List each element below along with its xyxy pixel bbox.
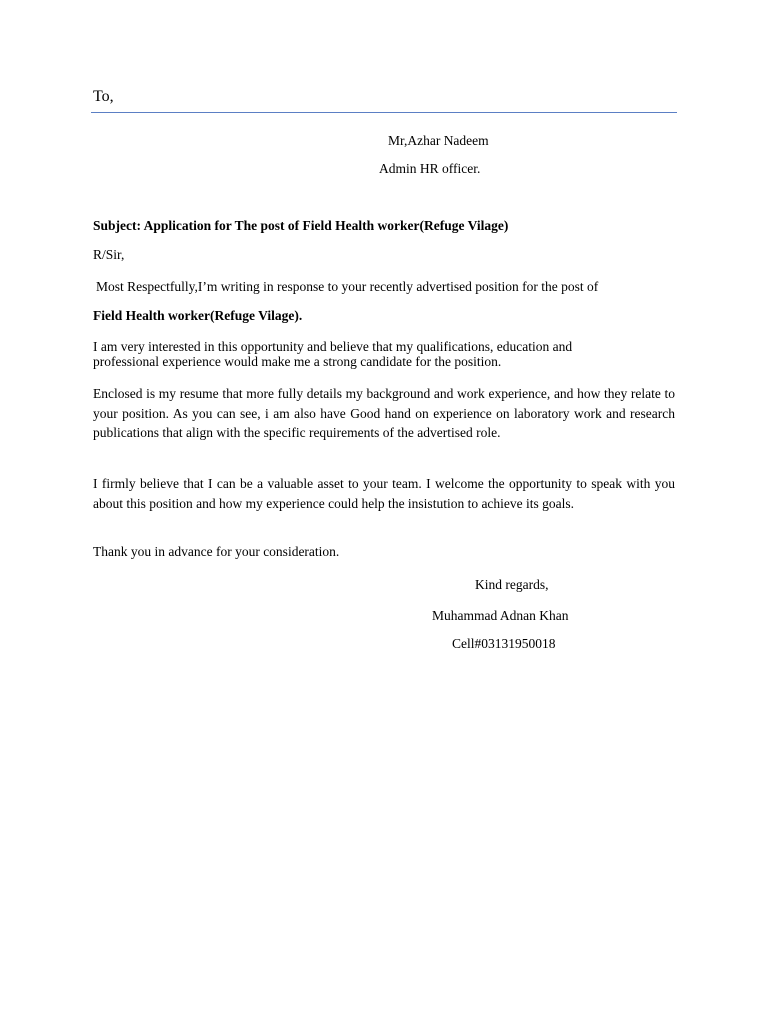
intro-sentence: Most Respectfully,I’m writing in response to your recently advertised position for the post of: [96, 279, 599, 294]
sender-name: Muhammad Adnan Khan: [432, 608, 569, 623]
paragraph-interest: [93, 339, 675, 369]
to-line: To,: [93, 88, 114, 105]
paragraph-interest-line2: professional experience would make me a strong candidate for the position.: [93, 354, 502, 369]
closing-regards: Kind regards,: [475, 577, 549, 592]
paragraph-resume: Enclosed is my resume that more fully details my background and work experience, and how they relate to your position. As you can see, i am also have Good hand on experience on laboratory work and research publications that align with the specific requirements of the advertised role.: [93, 386, 675, 440]
sender-cell: Cell#03131950018: [452, 636, 556, 651]
salutation: R/Sir,: [93, 247, 125, 262]
thanks-line: Thank you in advance for your consideration.: [93, 544, 340, 559]
paragraph-asset: I firmly believe that I can be a valuable asset to your team. I welcome the opportunity to speak with you about this position and how my experience could help the insistution to achieve its goals.: [93, 476, 675, 511]
subject-line: Subject: Application for The post of Field Health worker(Refuge Vilage): [93, 218, 509, 233]
header-divider: [91, 112, 677, 113]
recipient-name: Mr,Azhar Nadeem: [388, 133, 489, 148]
post-title: Field Health worker(Refuge Vilage).: [93, 308, 303, 323]
paragraph-interest-line1: I am very interested in this opportunity and believe that my qualifications, education and: [93, 339, 573, 354]
recipient-title: Admin HR officer.: [379, 161, 481, 176]
